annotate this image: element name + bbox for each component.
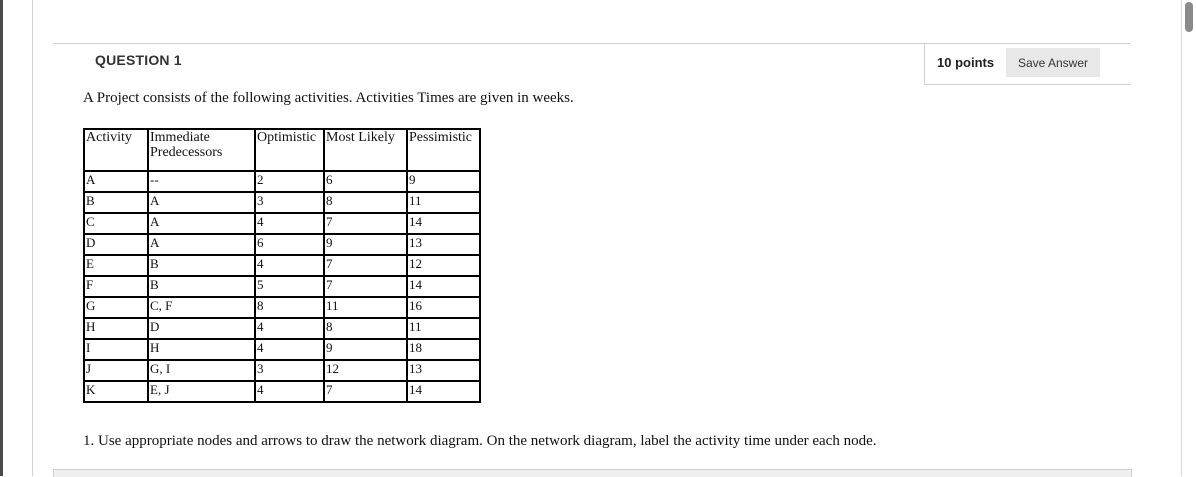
cell-pessimistic: 13 [407, 234, 480, 255]
table-row [84, 234, 480, 255]
cell-most-likely: 9 [324, 234, 407, 255]
cell-predecessors: A [148, 192, 255, 213]
header-optimistic: Optimistic [255, 129, 324, 171]
cell-activity: C [84, 213, 148, 234]
cell-most-likely: 7 [324, 381, 407, 402]
cell-pessimistic: 14 [407, 381, 480, 402]
cell-most-likely: 12 [324, 360, 407, 381]
cell-predecessors: D [148, 318, 255, 339]
cell-pessimistic: 12 [407, 255, 480, 276]
cell-activity: G [84, 297, 148, 318]
cell-predecessors: A [148, 213, 255, 234]
cell-most-likely: 7 [324, 276, 407, 297]
cell-pessimistic: 9 [407, 171, 480, 192]
scrollbar-track[interactable] [1181, 0, 1196, 476]
table-row [84, 276, 480, 297]
cell-activity: E [84, 255, 148, 276]
cell-pessimistic: 11 [407, 318, 480, 339]
cell-activity: D [84, 234, 148, 255]
cell-pessimistic: 14 [407, 276, 480, 297]
cell-optimistic: 4 [255, 255, 324, 276]
table-row [84, 360, 480, 381]
question-prompt-text: 1. Use appropriate nodes and arrows to draw the network diagram. On the network diagram, label the activity time under each node. [83, 433, 877, 449]
table-row [84, 297, 480, 318]
cell-optimistic: 8 [255, 297, 324, 318]
cell-most-likely: 9 [324, 339, 407, 360]
cell-most-likely: 11 [324, 297, 407, 318]
cell-most-likely: 6 [324, 171, 407, 192]
cell-pessimistic: 14 [407, 213, 480, 234]
cell-optimistic: 4 [255, 339, 324, 360]
table-header-row [84, 129, 480, 171]
question-title: QUESTION 1 [95, 52, 182, 68]
header-pessimistic: Pessimistic [407, 129, 480, 171]
cell-activity: B [84, 192, 148, 213]
cell-optimistic: 6 [255, 234, 324, 255]
cell-optimistic: 4 [255, 381, 324, 402]
cell-activity: F [84, 276, 148, 297]
table-row [84, 318, 480, 339]
cell-activity: J [84, 360, 148, 381]
cell-activity: H [84, 318, 148, 339]
table-row [84, 255, 480, 276]
activity-table [83, 128, 481, 403]
cell-activity: I [84, 339, 148, 360]
cell-pessimistic: 18 [407, 339, 480, 360]
cell-pessimistic: 11 [407, 192, 480, 213]
save-answer-button[interactable]: Save Answer [1006, 48, 1100, 77]
question-intro-text: A Project consists of the following activities. Activities Times are given in weeks. [83, 90, 574, 106]
cell-predecessors: G, I [148, 360, 255, 381]
cell-predecessors: A [148, 234, 255, 255]
cell-predecessors: H [148, 339, 255, 360]
table-row [84, 213, 480, 234]
cell-predecessors: -- [148, 171, 255, 192]
header-activity: Activity [84, 129, 148, 171]
question-points: 10 points [937, 55, 995, 70]
header-predecessors: Immediate Predecessors [148, 129, 255, 171]
cell-optimistic: 4 [255, 213, 324, 234]
cell-predecessors: E, J [148, 381, 255, 402]
cell-optimistic: 2 [255, 171, 324, 192]
cell-most-likely: 8 [324, 192, 407, 213]
table-row [84, 192, 480, 213]
header-most-likely: Most Likely [324, 129, 407, 171]
cell-optimistic: 3 [255, 360, 324, 381]
cell-optimistic: 4 [255, 318, 324, 339]
cell-predecessors: B [148, 255, 255, 276]
cell-optimistic: 3 [255, 192, 324, 213]
cell-pessimistic: 16 [407, 297, 480, 318]
table-row [84, 339, 480, 360]
cell-optimistic: 5 [255, 276, 324, 297]
scrollbar-thumb[interactable] [1185, 2, 1193, 32]
cell-most-likely: 7 [324, 255, 407, 276]
cell-activity: K [84, 381, 148, 402]
cell-most-likely: 8 [324, 318, 407, 339]
table-row [84, 381, 480, 402]
left-frame-border [0, 0, 33, 476]
cell-most-likely: 7 [324, 213, 407, 234]
cell-predecessors: B [148, 276, 255, 297]
cell-predecessors: C, F [148, 297, 255, 318]
table-row [84, 171, 480, 192]
cell-pessimistic: 13 [407, 360, 480, 381]
cell-activity: A [84, 171, 148, 192]
